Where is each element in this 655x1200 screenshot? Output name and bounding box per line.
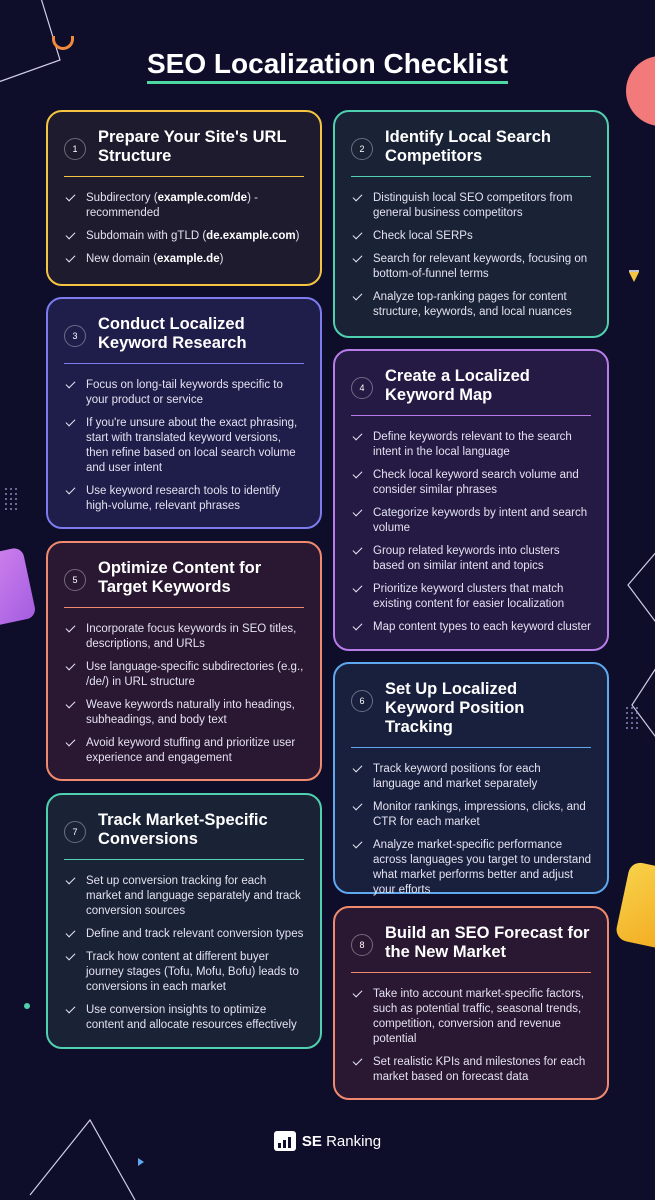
divider [351,415,591,416]
divider [64,607,304,608]
check-icon [66,485,76,495]
checklist-card-1 [46,110,322,286]
card-title: Create a Localized Keyword Map [385,367,530,404]
check-icon [353,801,363,811]
checklist-item: Use keyword research tools to identify high-volume, relevant phrases [64,484,304,514]
checklist-item: Track how content at different buyer journey stages (Tofu, Mofu, Bofu) leads to conversions in each market [64,950,304,995]
check-icon [66,928,76,938]
card-title: Conduct Localized Keyword Research [98,315,247,352]
checklist-item: Prioritize keyword clusters that match existing content for easier localization [351,582,591,612]
checklist-item: Group related keywords into clusters based on similar intent and topics [351,544,591,574]
check-icon [353,1056,363,1066]
check-icon [66,623,76,633]
checklist-item: Categorize keywords by intent and search volume [351,506,591,536]
check-icon [353,469,363,479]
checklist-item: New domain (example.de) [64,252,304,267]
check-icon [353,583,363,593]
checklist-item: Set realistic KPIs and milestones for each market based on forecast data [351,1055,591,1085]
check-icon [66,737,76,747]
checklist-item: Avoid keyword stuffing and prioritize user experience and engagement [64,736,304,766]
card-title: Track Market-Specific Conversions [98,811,268,848]
checklist-item: Track keyword positions for each language and market separately [351,762,591,792]
check-icon [66,379,76,389]
checklist-item: Analyze market-specific performance across languages you target to understand what market performs better and adjust your efforts [351,838,591,898]
step-number: 3 [64,325,86,347]
checklist-item: Focus on long-tail keywords specific to your product or service [64,378,304,408]
brand-name: SE Ranking [301,1132,382,1150]
check-icon [353,839,363,849]
checklist-item: If you're unsure about the exact phrasing, start with translated keyword versions, then refine based on local search volume and user intent [64,416,304,476]
check-icon [353,988,363,998]
decorative-outline-bottom-left [20,1110,140,1200]
check-icon [66,661,76,671]
check-icon [66,951,76,961]
check-icon [353,253,363,263]
check-icon [353,431,363,441]
card-title: Identify Local Search Competitors [385,128,551,165]
checklist-card-5 [46,541,322,781]
check-icon [66,253,76,263]
check-icon [353,621,363,631]
dots-decoration-left [5,488,17,510]
checklist-item: Monitor rankings, impressions, clicks, and CTR for each market [351,800,591,830]
check-icon [353,192,363,202]
se-ranking-logo-icon [274,1131,296,1151]
check-icon [66,875,76,885]
dots-decoration-right [626,707,638,729]
checklist-item: Map content types to each keyword cluster [351,620,591,635]
check-icon [353,545,363,555]
check-icon [353,507,363,517]
divider [64,176,304,177]
checklist-item: Search for relevant keywords, focusing on bottom-of-funnel terms [351,252,591,282]
card-title: Optimize Content for Target Keywords [98,559,262,596]
check-icon [353,230,363,240]
check-icon [66,1004,76,1014]
blue-triangle-icon [137,1157,145,1167]
check-icon [66,417,76,427]
check-icon [66,192,76,202]
checklist-item: Weave keywords naturally into headings, subheadings, and body text [64,698,304,728]
divider [64,859,304,860]
check-icon [353,291,363,301]
card-title: Set Up Localized Keyword Position Tracking [385,680,525,736]
checklist-item: Check local keyword search volume and consider similar phrases [351,468,591,498]
step-number: 4 [351,377,373,399]
checklist-item: Take into account market-specific factors, such as potential traffic, seasonal trends, competition, conversion and revenue potential [351,987,591,1047]
checklist-card-2 [333,110,609,338]
page-title: SEO Localization Checklist [0,48,655,80]
green-dot-decoration [24,1003,30,1009]
yellow-triangle-icon [628,270,640,284]
divider [351,176,591,177]
check-icon [66,230,76,240]
divider [64,363,304,364]
checklist-item: Check local SERPs [351,229,591,244]
check-icon [66,699,76,709]
checklist-card-4 [333,349,609,651]
checklist-card-8 [333,906,609,1100]
checklist-item: Subdirectory (example.com/de) - recommended [64,191,304,221]
checklist-card-6 [333,662,609,894]
checklist-card-3 [46,297,322,529]
footer-brand [0,1131,655,1151]
purple-shape-decoration [0,547,37,630]
step-number: 2 [351,138,373,160]
step-number: 5 [64,569,86,591]
check-icon [353,763,363,773]
checklist-item: Set up conversion tracking for each market and language separately and track conversion sources [64,874,304,919]
card-title: Build an SEO Forecast for the New Market [385,924,590,961]
checklist-item: Incorporate focus keywords in SEO titles, descriptions, and URLs [64,622,304,652]
card-title: Prepare Your Site's URL Structure [98,128,287,165]
yellow-shape-decoration [614,861,655,952]
step-number: 6 [351,690,373,712]
checklist-item: Analyze top-ranking pages for content structure, keywords, and local nuances [351,290,591,320]
checklist-item: Distinguish local SEO competitors from general business competitors [351,191,591,221]
divider [351,972,591,973]
checklist-item: Define keywords relevant to the search intent in the local language [351,430,591,460]
step-number: 7 [64,821,86,843]
step-number: 1 [64,138,86,160]
step-number: 8 [351,934,373,956]
checklist-item: Use language-specific subdirectories (e.g., /de/) in URL structure [64,660,304,690]
divider [351,747,591,748]
checklist-item: Subdomain with gTLD (de.example.com) [64,229,304,244]
checklist-item: Define and track relevant conversion types [64,927,304,942]
checklist-item: Use conversion insights to optimize content and allocate resources effectively [64,1003,304,1033]
checklist-card-7 [46,793,322,1049]
